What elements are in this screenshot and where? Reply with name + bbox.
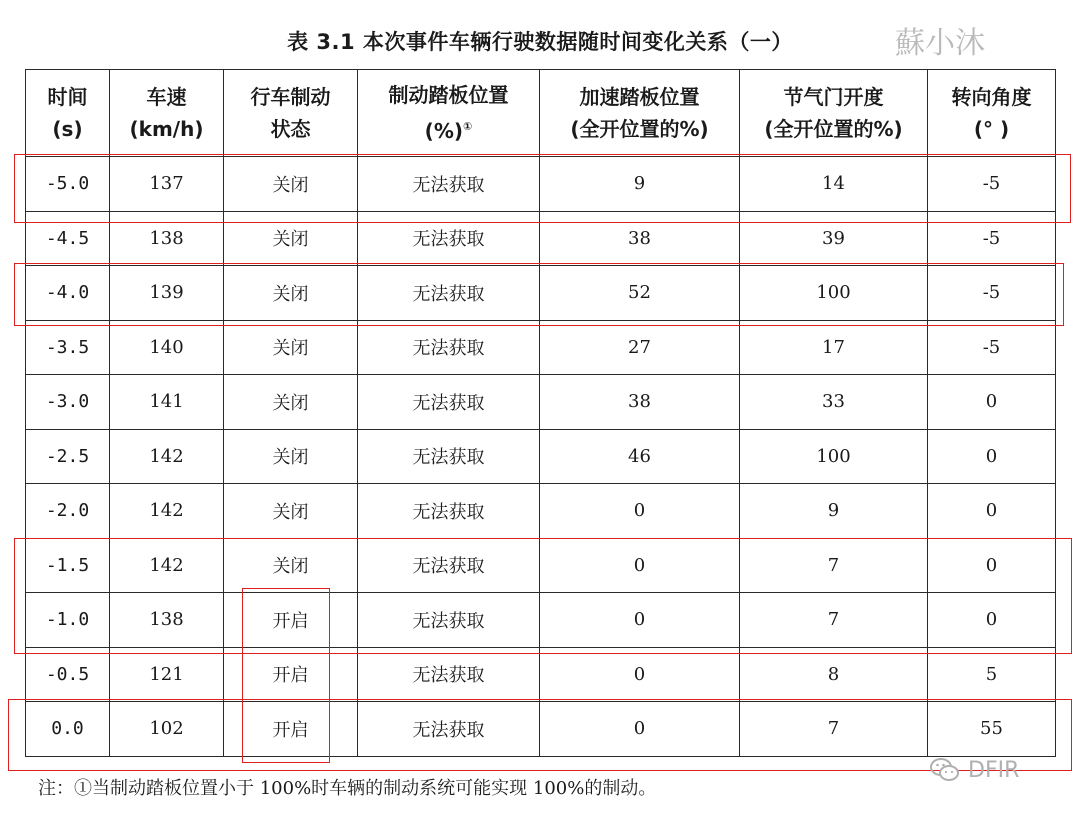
table-cell: 0 xyxy=(928,538,1056,593)
table-cell: 开启 xyxy=(224,593,358,648)
table-cell: 140 xyxy=(110,320,224,375)
table-row xyxy=(26,538,1056,593)
table-cell: 0 xyxy=(540,702,740,757)
header-line2: (° ) xyxy=(973,117,1010,141)
table-cell: 0 xyxy=(540,593,740,648)
table-cell: 7 xyxy=(740,593,928,648)
table-cell: 121 xyxy=(110,647,224,702)
source-logo xyxy=(930,757,1019,783)
table-cell: 142 xyxy=(110,484,224,539)
table-cell: 无法获取 xyxy=(358,375,540,430)
header-row xyxy=(26,70,1056,157)
table-cell: 138 xyxy=(110,211,224,266)
table-cell: -4.0 xyxy=(26,266,110,321)
table-cell: -5 xyxy=(928,266,1056,321)
table-cell: 无法获取 xyxy=(358,647,540,702)
table-row xyxy=(26,157,1056,212)
table-cell: 0 xyxy=(928,375,1056,430)
table-cell: 关闭 xyxy=(224,320,358,375)
table-row xyxy=(26,484,1056,539)
logo-text: DFIR xyxy=(968,757,1020,783)
table-cell: 0.0 xyxy=(26,702,110,757)
header-line1: 时间 xyxy=(47,85,88,109)
table-row xyxy=(26,702,1056,757)
table-cell: 52 xyxy=(540,266,740,321)
header-line1: 行车制动 xyxy=(250,85,331,109)
table-cell: -1.5 xyxy=(26,538,110,593)
table-cell: 7 xyxy=(740,702,928,757)
header-cell xyxy=(224,70,358,157)
footnote-marker: ① xyxy=(463,120,473,133)
table-cell: 关闭 xyxy=(224,538,358,593)
header-line2: 状态 xyxy=(270,117,311,141)
table-cell: -2.5 xyxy=(26,429,110,484)
table-cell: 0 xyxy=(540,538,740,593)
table-cell: -5.0 xyxy=(26,157,110,212)
table-cell: 无法获取 xyxy=(358,429,540,484)
table-cell: 0 xyxy=(540,484,740,539)
table-cell: -3.5 xyxy=(26,320,110,375)
table-row xyxy=(26,593,1056,648)
table-cell: 无法获取 xyxy=(358,484,540,539)
table-cell: 无法获取 xyxy=(358,702,540,757)
table-cell: 39 xyxy=(740,211,928,266)
table-cell: 关闭 xyxy=(224,211,358,266)
table-cell: 开启 xyxy=(224,702,358,757)
header-line2: (km/h) xyxy=(129,117,204,141)
table-cell: 9 xyxy=(540,157,740,212)
table-cell: 无法获取 xyxy=(358,593,540,648)
table-cell: 关闭 xyxy=(224,375,358,430)
footnote: 注：①当制动踏板位置小于 100%时车辆的制动系统可能实现 100%的制动。 xyxy=(38,778,657,799)
header-line1: 转向角度 xyxy=(951,85,1032,109)
table-cell: 0 xyxy=(540,647,740,702)
header-line2: (全开位置的%) xyxy=(764,117,903,141)
header-line1: 制动踏板位置 xyxy=(388,83,509,107)
table-cell: 142 xyxy=(110,538,224,593)
table-cell: 关闭 xyxy=(224,429,358,484)
table-cell: -5 xyxy=(928,211,1056,266)
wechat-icon xyxy=(930,757,960,783)
table-cell: 7 xyxy=(740,538,928,593)
table-cell: 9 xyxy=(740,484,928,539)
table-cell: 55 xyxy=(928,702,1056,757)
table-cell: 102 xyxy=(110,702,224,757)
table-cell: 138 xyxy=(110,593,224,648)
table-cell: 46 xyxy=(540,429,740,484)
header-line1: 车速 xyxy=(146,85,187,109)
table-cell: 17 xyxy=(740,320,928,375)
table-cell: 8 xyxy=(740,647,928,702)
table-cell: -5 xyxy=(928,320,1056,375)
header-line2: (s) xyxy=(52,117,83,141)
table-cell: -0.5 xyxy=(26,647,110,702)
table-cell: 137 xyxy=(110,157,224,212)
table-cell: 0 xyxy=(928,484,1056,539)
table-row xyxy=(26,375,1056,430)
table-cell: 0 xyxy=(928,593,1056,648)
header-line2: (全开位置的%) xyxy=(570,117,709,141)
table-cell: 0 xyxy=(928,429,1056,484)
table-cell: 5 xyxy=(928,647,1056,702)
table-row xyxy=(26,266,1056,321)
header-cell xyxy=(110,70,224,157)
table-cell: 33 xyxy=(740,375,928,430)
table-cell: 无法获取 xyxy=(358,266,540,321)
table-cell: 14 xyxy=(740,157,928,212)
table-row xyxy=(26,647,1056,702)
header-line1: 节气门开度 xyxy=(783,85,884,109)
table-row xyxy=(26,320,1056,375)
table-cell: -4.5 xyxy=(26,211,110,266)
table-cell: 141 xyxy=(110,375,224,430)
table-cell: 139 xyxy=(110,266,224,321)
table-cell: 无法获取 xyxy=(358,157,540,212)
table-cell: -1.0 xyxy=(26,593,110,648)
header-cell xyxy=(740,70,928,157)
header-cell xyxy=(26,70,110,157)
table-cell: 关闭 xyxy=(224,266,358,321)
watermark: 蘇小沐 xyxy=(895,26,985,61)
table-cell: 100 xyxy=(740,429,928,484)
table-row xyxy=(26,429,1056,484)
table-row xyxy=(26,211,1056,266)
data-table xyxy=(25,69,1056,757)
table-cell: 100 xyxy=(740,266,928,321)
table-cell: 38 xyxy=(540,375,740,430)
table-cell: -2.0 xyxy=(26,484,110,539)
table-cell: 关闭 xyxy=(224,157,358,212)
table-cell: 142 xyxy=(110,429,224,484)
table-cell: 开启 xyxy=(224,647,358,702)
table-cell: 无法获取 xyxy=(358,538,540,593)
table-cell: -5 xyxy=(928,157,1056,212)
header-cell xyxy=(540,70,740,157)
table-cell: 无法获取 xyxy=(358,211,540,266)
header-cell xyxy=(358,70,540,157)
table-cell: 无法获取 xyxy=(358,320,540,375)
table-cell: 38 xyxy=(540,211,740,266)
table-title: 表 3.1 本次事件车辆行驶数据随时间变化关系（一） xyxy=(287,30,793,54)
table-cell: 关闭 xyxy=(224,484,358,539)
header-line2: (%) xyxy=(424,119,463,143)
header-cell xyxy=(928,70,1056,157)
table-cell: 27 xyxy=(540,320,740,375)
header-line1: 加速踏板位置 xyxy=(579,85,700,109)
table-cell: -3.0 xyxy=(26,375,110,430)
